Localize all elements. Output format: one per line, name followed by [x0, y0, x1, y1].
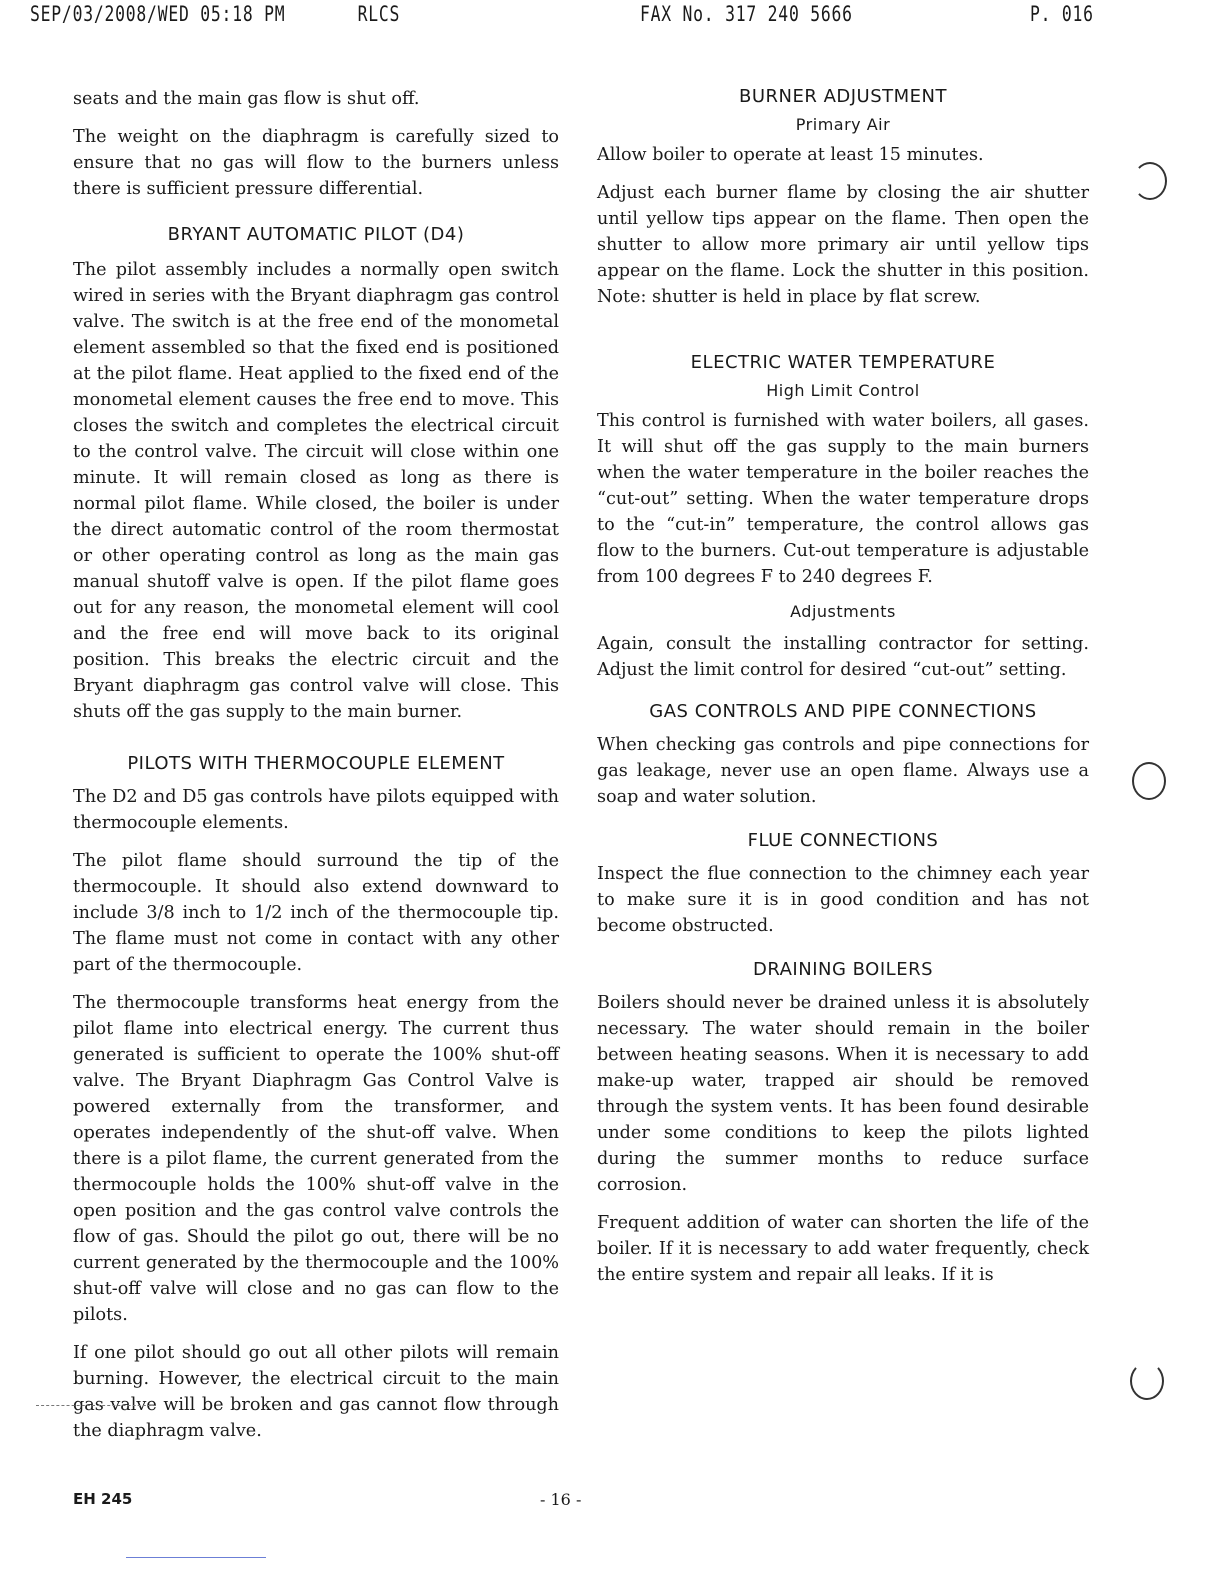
- subheading-high-limit-control: High Limit Control: [766, 381, 920, 400]
- paragraph-pilot-out: If one pilot should go out all other pilots will remain burning. However, the electrical circuit to the main gas valve will be broken and gas cannot flow through the diaphragm valve.: [73, 1343, 559, 1441]
- heading-electric-water-temperature: ELECTRIC WATER TEMPERATURE: [690, 352, 996, 373]
- page-number: - 16 -: [540, 1490, 582, 1509]
- right-column: [597, 86, 1089, 1300]
- punch-hole-mark: [1132, 762, 1166, 800]
- paragraph-thermocouple-intro: The D2 and D5 gas controls have pilots equipped with thermocouple elements.: [73, 787, 559, 833]
- heading-draining-boilers: DRAINING BOILERS: [752, 959, 933, 980]
- paragraph-draining: Boilers should never be drained unless it is absolutely necessary. The water should remain in the boiler between heating seasons. When it is necessary to add make-up water, trapped air should be removed through the system vents. It has been found desirable under some conditions to keep the pilots lighted during the summer months to reduce surface corrosion.: [597, 993, 1089, 1195]
- document-code: EH 245: [73, 1490, 133, 1508]
- heading-gas-controls: GAS CONTROLS AND PIPE CONNECTIONS: [649, 701, 1037, 722]
- heading-bryant-automatic-pilot: BRYANT AUTOMATIC PILOT (D4): [167, 224, 465, 245]
- paragraph-flue: Inspect the flue connection to the chimney each year to make sure it is in good condition and has not become obstructed.: [597, 864, 1089, 936]
- paragraph-gas-controls: When checking gas controls and pipe connections for gas leakage, never use an open flame. Always use a soap and water solution.: [597, 735, 1089, 807]
- paragraph-continuation: seats and the main gas flow is shut off.: [73, 89, 420, 109]
- paragraph-adjustments: Again, consult the installing contractor for setting. Adjust the limit control for desired “cut-out” setting.: [597, 634, 1089, 680]
- left-column: [73, 86, 559, 1456]
- paragraph-pilot-flame: The pilot flame should surround the tip of the thermocouple. It should also extend downward to include 3/8 inch to 1/2 inch of the thermocouple tip. The flame must not come in contact with any other part of the thermocouple.: [73, 851, 559, 975]
- paragraph-thermocouple-energy: The thermocouple transforms heat energy from the pilot flame into electrical energy. The current thus generated is sufficient to operate the 100% shut-off valve. The Bryant Diaphragm Gas Control Valve is powered externally from the transformer, and operates independently of the shut-off valve. When there is a pilot flame, the current generated from the thermocouple holds the 100% shut-off valve in the open position and the gas control valve controls the flow of gas. Should the pilot go out, there will be no current generated by the thermocouple and the 100% shut-off valve will close and no gas can flow to the pilots.: [73, 993, 559, 1325]
- fax-page: P. 016: [1029, 2, 1094, 26]
- scan-artifact-line: [36, 1405, 156, 1406]
- heading-flue-connections: FLUE CONNECTIONS: [747, 830, 939, 851]
- paragraph-pilot-assembly: The pilot assembly includes a normally open switch wired in series with the Bryant diaphragm gas control valve. The switch is at the free end of the monometal element assembled so that the fixed end is positioned at the pilot flame. Heat applied to the fixed end of the monometal element causes the free end to move. This closes the switch and completes the electrical circuit to the control valve. The circuit will close within one minute. It will remain closed as long as there is normal pilot flame. While closed, the boiler is under the direct automatic control of the room thermostat or other operating control as long as the main gas manual shutoff valve is open. If the pilot flame goes out for any reason, the monometal element will cool and the free end will move back to its original position. This breaks the electric circuit and the Bryant diaphragm gas control valve will close. This shuts off the gas supply to the main burner.: [73, 260, 559, 722]
- punch-hole-mark: [1130, 1362, 1164, 1400]
- punch-hole-mark: [1133, 162, 1167, 200]
- heading-burner-adjustment: BURNER ADJUSTMENT: [738, 86, 948, 107]
- scan-artifact-blue-line: [126, 1557, 266, 1558]
- fax-date-time: SEP/03/2008/WED 05:18 PM: [30, 2, 286, 26]
- fax-number: FAX No. 317 240 5666: [639, 2, 853, 26]
- fax-sender: RLCS: [357, 2, 401, 26]
- subheading-primary-air: Primary Air: [795, 115, 891, 134]
- subheading-adjustments: Adjustments: [790, 602, 896, 621]
- heading-pilots-thermocouple: PILOTS WITH THERMOCOUPLE ELEMENT: [127, 753, 505, 774]
- paragraph-allow-boiler: Allow boiler to operate at least 15 minutes.: [597, 145, 984, 165]
- paragraph-frequent-water: Frequent addition of water can shorten the life of the boiler. If it is necessary to add water frequently, check the entire system and repair all leaks. If it is: [597, 1213, 1089, 1285]
- paragraph-adjust-burner: Adjust each burner flame by closing the air shutter until yellow tips appear on the flame. Then open the shutter to allow more primary air until yellow tips appear on the flame. Lock the shutter in this position. Note: shutter is held in place by flat screw.: [597, 183, 1089, 307]
- paragraph-diaphragm-weight: The weight on the diaphragm is carefully sized to ensure that no gas will flow to the burners unless there is sufficient pressure differential.: [73, 127, 559, 199]
- fax-header: [30, 2, 1094, 32]
- paragraph-high-limit: This control is furnished with water boilers, all gases. It will shut off the gas supply to the main burners when the water temperature in the boiler reaches the “cut-out” setting. When the water temperature drops to the “cut-in” temperature, the control allows gas flow to the burners. Cut-out temperature is adjustable from 100 degrees F to 240 degrees F.: [597, 411, 1089, 587]
